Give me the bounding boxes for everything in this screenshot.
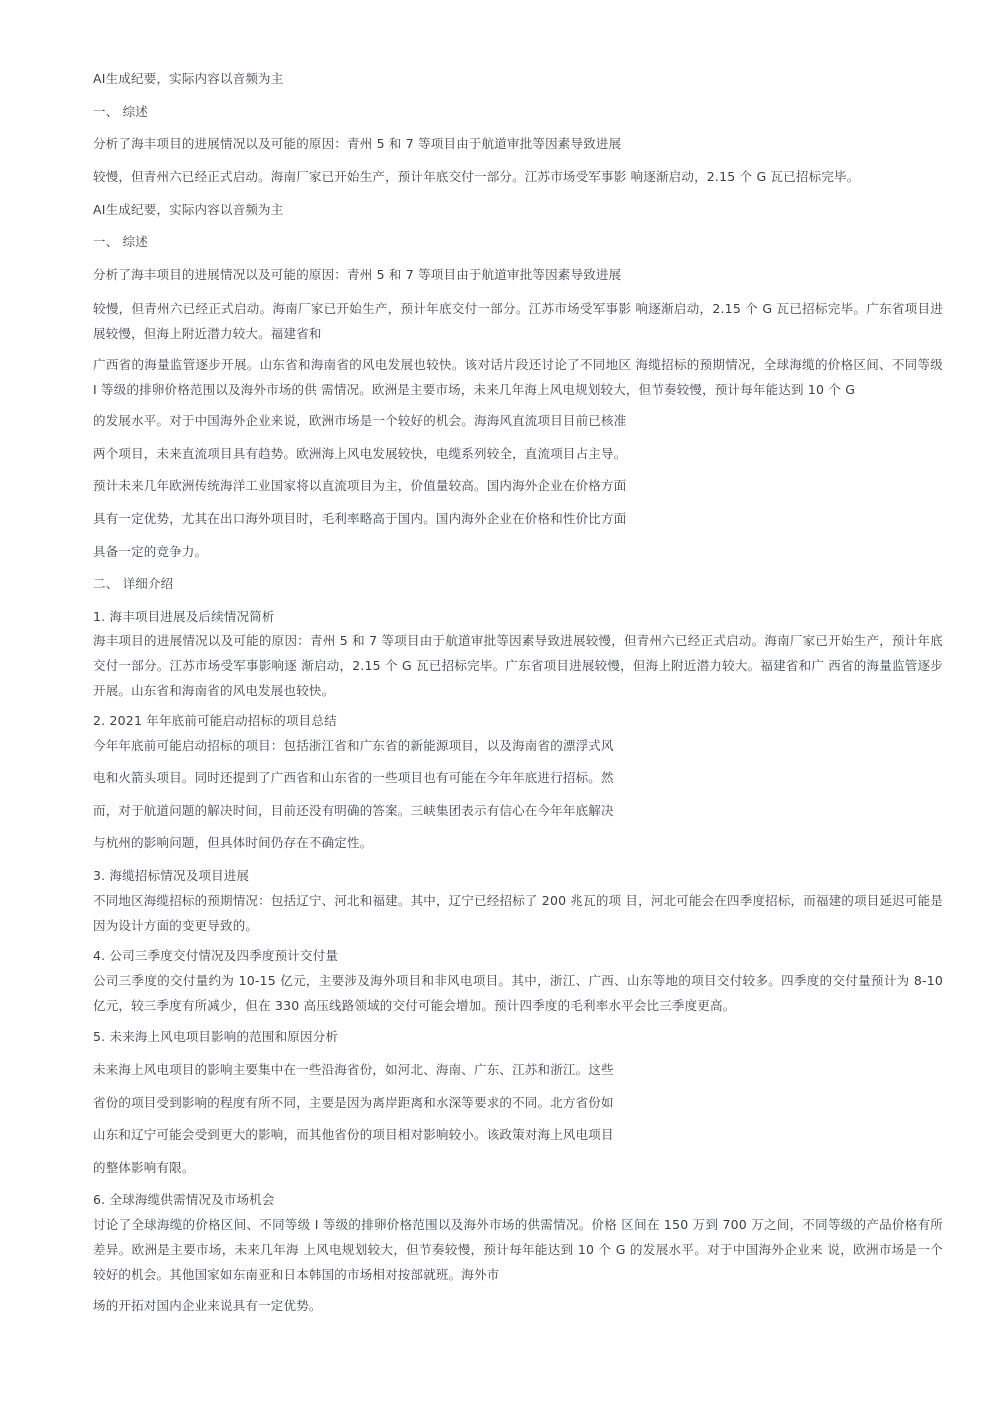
paragraph-block: 较慢，但青州六已经正式启动。海南厂家已开始生产，预计年底交付一部分。江苏市场受军事影 响逐渐启动，2.15 个 G 瓦已招标完毕。广东省项目进展较慢，但海上附近潜力较大。福建省和 [93, 301, 943, 341]
paragraph-block: 讨论了全球海缆的价格区间、不同等级 I 等级的排卵价格范围以及海外市场的供需情况。价格 区间在 150 万到 700 万之间，不同等级的产品价格有所差异。欧洲是主要市场，未来几年海 上风电规划较大，但节奏较慢，预计每年能达到 10 个 G 的发展水平。对于中国海外企业来 说，欧洲市场是一个较好的机会。其他国家如东南亚和日本韩国的市场相对按部就班。海外市 [93, 1217, 943, 1282]
subsection-heading: 3. 海缆招标情况及项目进展 [93, 868, 250, 883]
paragraph-line: 预计未来几年欧洲传统海洋工业国家将以直流项目为主，价值量较高。国内海外企业在价格方面 [93, 478, 627, 493]
subsection-heading: 6. 全球海缆供需情况及市场机会 [93, 1192, 275, 1207]
paragraph-line: 具有一定优势，尤其在出口海外项目时，毛利率略高于国内。国内海外企业在价格和性价比方面 [93, 511, 627, 526]
subsection-heading: 2. 2021 年年底前可能启动招标的项目总结 [93, 713, 337, 728]
paragraph-line: 山东和辽宁可能会受到更大的影响，而其他省份的项目相对影响较小。该政策对海上风电项目 [93, 1127, 614, 1142]
paragraph-line: 分析了海丰项目的进展情况以及可能的原因：青州 5 和 7 等项目由于航道审批等因素导致进展 [93, 136, 622, 151]
paragraph-block: 广西省的海量监管逐步开展。山东省和海南省的风电发展也较快。该对话片段还讨论了不同地区 海缆招标的预期情况，全球海缆的价格区间、不同等级 I 等级的排卵价格范围以及海外市场的供 需情况。欧洲是主要市场，未来几年海上风电规划较大，但节奏较慢，预计每年能达到 10 个 G [93, 357, 943, 397]
subsection-heading: 4. 公司三季度交付情况及四季度预计交付量 [93, 948, 339, 963]
paragraph-line: 电和火箭头项目。同时还提到了广西省和山东省的一些项目也有可能在今年年底进行招标。然 [93, 770, 614, 785]
section-heading: 二、 详细介绍 [93, 576, 174, 591]
paragraph-line: 具备一定的竞争力。 [93, 544, 208, 559]
subsection-heading: 1. 海丰项目进展及后续情况简析 [93, 609, 275, 624]
summary-header: AI生成纪要，实际内容以音频为主 [93, 202, 284, 217]
paragraph-line: 的发展水平。对于中国海外企业来说，欧洲市场是一个较好的机会。海海风直流项目目前已核准 [93, 413, 627, 428]
paragraph-block: 海丰项目的进展情况以及可能的原因：青州 5 和 7 等项目由于航道审批等因素导致进展较慢，但青州六已经正式启动。海南厂家已开始生产，预计年底交付一部分。江苏市场受军事影响逐 渐启动，2.15 个 G 瓦已招标完毕。广东省项目进展较慢，但海上附近潜力较大。福建省和广 西省的海量监管逐步开展。山东省和海南省的风电发展也较快。 [93, 633, 943, 698]
paragraph-line: 分析了海丰项目的进展情况以及可能的原因：青州 5 和 7 等项目由于航道审批等因素导致进展 [93, 267, 622, 282]
paragraph-line: 较慢，但青州六已经正式启动。海南厂家已开始生产，预计年底交付一部分。江苏市场受军事影 响逐渐启动，2.15 个 G 瓦已招标完毕。 [93, 169, 860, 184]
paragraph-line: 未来海上风电项目的影响主要集中在一些沿海省份，如河北、海南、广东、江苏和浙江。这些 [93, 1062, 614, 1077]
summary-header: AI生成纪要，实际内容以音频为主 [93, 71, 284, 86]
paragraph-line: 省份的项目受到影响的程度有所不同，主要是因为离岸距离和水深等要求的不同。北方省份如 [93, 1095, 614, 1110]
section-heading: 一、 综述 [93, 234, 148, 249]
paragraph-line: 的整体影响有限。 [93, 1160, 195, 1175]
paragraph-line: 两个项目，未来直流项目具有趋势。欧洲海上风电发展较快，电缆系列较全，直流项目占主导。 [93, 446, 627, 461]
paragraph-line: 与杭州的影响问题，但具体时间仍存在不确定性。 [93, 835, 373, 850]
paragraph-block: 不同地区海缆招标的预期情况：包括辽宁、河北和福建。其中，辽宁已经招标了 200 兆瓦的项 目，河北可能会在四季度招标，而福建的项目延迟可能是因为设计方面的变更导致的。 [93, 893, 943, 933]
paragraph-line: 今年年底前可能启动招标的项目：包括浙江省和广东省的新能源项目，以及海南省的漂浮式风 [93, 738, 614, 753]
paragraph-line: 场的开拓对国内企业来说具有一定优势。 [93, 1298, 322, 1313]
section-heading: 一、 综述 [93, 104, 148, 119]
paragraph-line: 而，对于航道问题的解决时间，目前还没有明确的答案。三峡集团表示有信心在今年年底解决 [93, 803, 614, 818]
subsection-heading: 5. 未来海上风电项目影响的范围和原因分析 [93, 1029, 339, 1044]
paragraph-block: 公司三季度的交付量约为 10-15 亿元，主要涉及海外项目和非风电项目。其中，浙江、广西、山东等地的项目交付较多。四季度的交付量预计为 8-10 亿元，较三季度有所减少，但在 330 高压线路领域的交付可能会增加。预计四季度的毛利率水平会比三季度更高。 [93, 973, 943, 1013]
